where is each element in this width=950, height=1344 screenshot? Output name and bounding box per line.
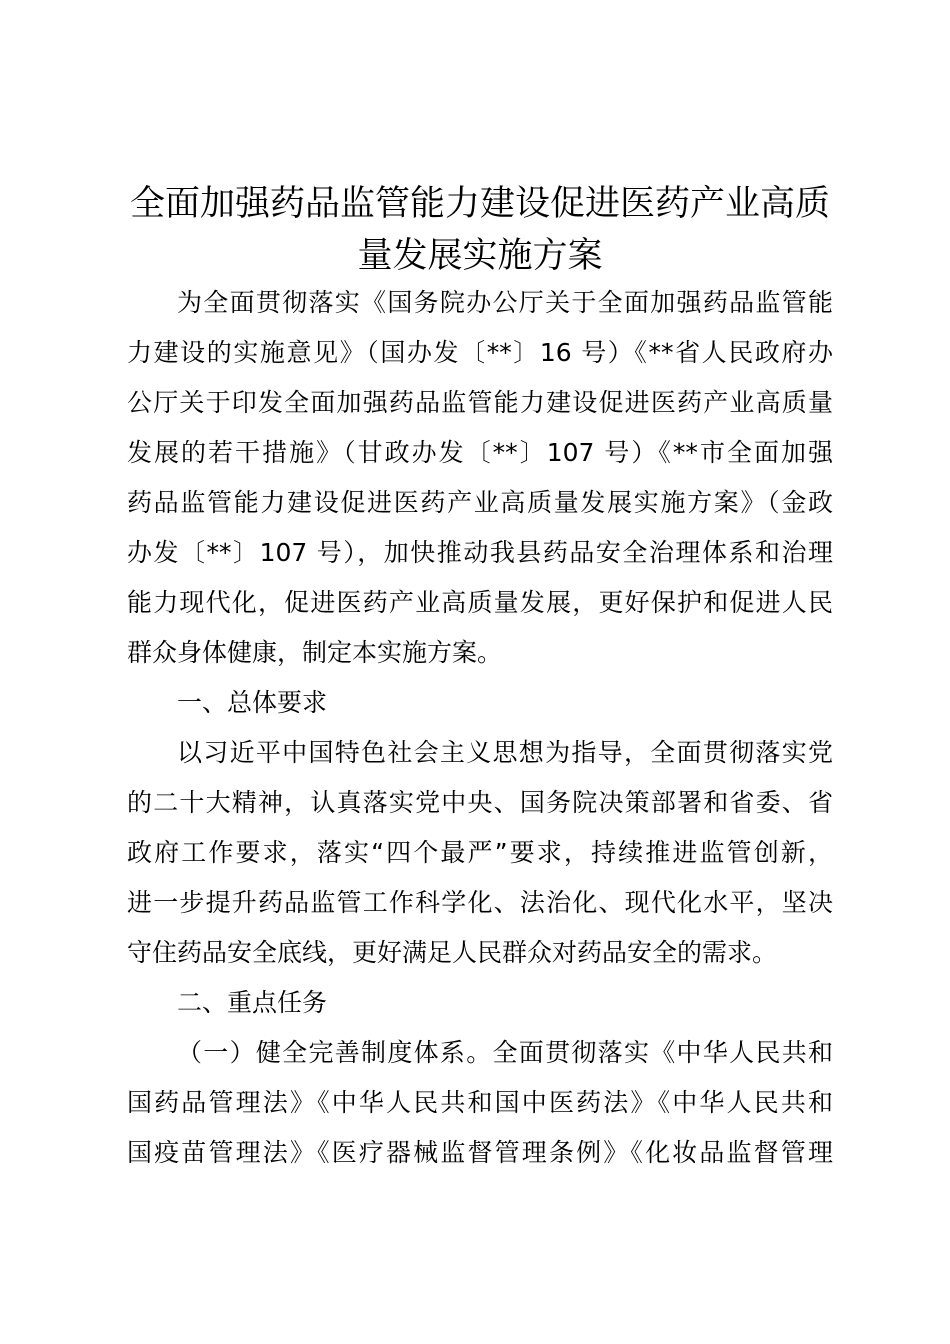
document-body: [127, 278, 833, 1178]
text-line: 国疫苗管理法》《医疗器械监督管理条例》《化妆品监督管理: [127, 1138, 833, 1167]
text-line: 政府工作要求，落实“四个最严”要求，持续推进监管创新，: [127, 838, 833, 867]
text-line: 进一步提升药品监管工作科学化、法治化、现代化水平，坚决: [127, 888, 833, 917]
text-line: 守住药品安全底线，更好满足人民群众对药品安全的需求。: [127, 938, 778, 967]
title-line: 量发展实施方案: [357, 236, 603, 276]
text-line: 国药品管理法》《中华人民共和国中医药法》《中华人民共和: [127, 1088, 833, 1117]
general-requirements-paragraph: [127, 728, 833, 978]
text-line: 群众身体健康，制定本实施方案。: [127, 638, 503, 667]
text-line: 公厅关于印发全面加强药品监管能力建设促进医药产业高质量: [127, 388, 833, 417]
section-heading-key-tasks: 二、重点任务: [177, 988, 328, 1017]
intro-paragraph: [127, 278, 833, 678]
title-line: 全面加强药品监管能力建设促进医药产业高质: [129, 184, 830, 224]
text-line: 办发〔**〕107 号），加快推动我县药品安全治理体系和治理: [127, 538, 833, 567]
text-line: 以习近平中国特色社会主义思想为指导，全面贯彻落实党: [177, 738, 833, 767]
key-tasks-paragraph: [127, 1028, 833, 1178]
text-line: 为全面贯彻落实《国务院办公厅关于全面加强药品监管能: [177, 288, 833, 317]
text-line: 能力现代化，促进医药产业高质量发展，更好保护和促进人民: [127, 588, 833, 617]
document-title: [124, 178, 836, 282]
text-line: 药品监管能力建设促进医药产业高质量发展实施方案》（金政: [127, 488, 833, 517]
section-heading-general-requirements: 一、总体要求: [177, 688, 328, 717]
text-line: 的二十大精神，认真落实党中央、国务院决策部署和省委、省: [127, 788, 833, 817]
text-line: 力建设的实施意见》（国办发〔**〕16 号）《**省人民政府办: [127, 338, 833, 367]
text-line: 发展的若干措施》（甘政办发〔**〕107 号）《**市全面加强: [127, 438, 833, 467]
text-line: （一）健全完善制度体系。全面贯彻落实《中华人民共和: [177, 1038, 833, 1067]
